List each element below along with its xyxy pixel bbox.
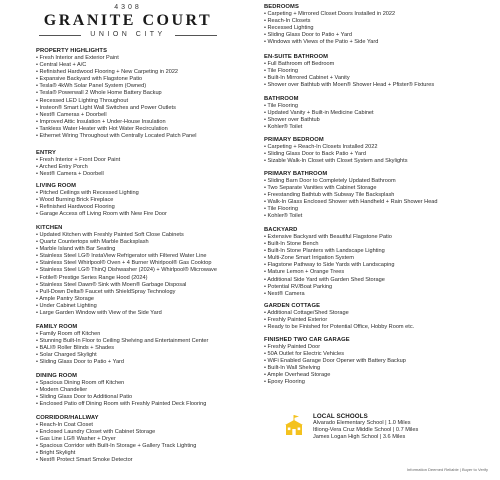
- list-item: • Updated Kitchen with Freshly Painted Soft Close Cabinets: [36, 232, 184, 238]
- section-title: KITCHEN: [36, 225, 63, 231]
- section-primary-bedroom: [264, 137, 500, 165]
- list-item: • Tile Flooring: [264, 103, 298, 109]
- list-item: • Additional Cottage/Shed Storage: [264, 310, 349, 316]
- section-title: PRIMARY BEDROOM: [264, 137, 324, 143]
- list-item: • Mature Lemon + Orange Trees: [264, 269, 345, 276]
- list-item: • Multi-Zone Smart Irrigation System: [264, 255, 354, 262]
- list-item: • Spacious Dining Room off Kitchen: [36, 380, 125, 386]
- section-title: CORRIDOR/HALLWAY: [36, 415, 99, 421]
- list-item: • Flagstone Pathway to Side Yards with Landscaping: [264, 262, 395, 269]
- list-item: • Tesla® 4kWh Solar Panel System (Owned): [36, 83, 147, 90]
- property-name: GRANITE COURT: [43, 12, 213, 29]
- section-entry: [36, 150, 258, 178]
- divider-right: [175, 35, 217, 36]
- list-item: • Pitched Ceilings with Recessed Lighting: [36, 190, 139, 196]
- section-bedrooms: [264, 4, 500, 46]
- list-item: • Sliding Glass Door to Patio + Yard: [36, 359, 125, 366]
- disclaimer: Information Deemed Reliable | Buyer to Verify: [406, 467, 488, 472]
- list-item: • Sizable Walk-In Closet with Closet System and Skylights: [264, 158, 408, 165]
- section-title: PRIMARY BATHROOM: [264, 171, 328, 177]
- section-title: DINING ROOM: [36, 373, 78, 379]
- list-item: • Nest® Protect Smart Smoke Detector: [36, 457, 133, 464]
- school-item: Alvarado Elementary School | 1.0 Miles: [313, 420, 411, 426]
- list-item: • Large Garden Window with View of the Side Yard: [36, 310, 162, 317]
- list-item: • Fresh Interior + Front Door Paint: [36, 157, 121, 163]
- list-item: • Two Separate Vanities with Cabinet Storage: [264, 185, 377, 192]
- divider-left: [39, 35, 81, 36]
- section-primary-bathroom: [264, 171, 500, 221]
- list-item: • Improved Attic Insulation + Under-House Insulation: [36, 118, 166, 125]
- section-en-suite-bathroom: [264, 54, 500, 89]
- list-item: • Tile Flooring: [264, 206, 298, 213]
- list-item: • Under Cabinet Lighting: [36, 302, 97, 309]
- section-title: EN-SUITE BATHROOM: [264, 54, 329, 60]
- list-item: • Stainless Steel LG® ThinQ Dishwasher (2024) + Whirlpool® Microwave: [36, 267, 217, 274]
- property-logo: [33, 4, 223, 39]
- list-item: • WiFi Enabled Garage Door Opener with Battery Backup: [264, 358, 406, 365]
- list-item: • Freshly Painted Door: [264, 344, 321, 350]
- list-item: • Stainless Steel Whirlpool® Oven + 4 Burner Whirlpool® Gas Cooktop: [36, 260, 212, 267]
- section-title: BACKYARD: [264, 227, 298, 233]
- school-building-icon: [282, 414, 306, 436]
- list-item: • Tile Flooring: [264, 68, 298, 75]
- list-item: • Expansive Backyard with Flagstone Patio: [36, 76, 143, 83]
- section-kitchen: [36, 225, 258, 317]
- list-item: • Central Heat + A/C: [36, 62, 87, 69]
- list-item: • Tesla® Powerwall 2 Whole Home Battery Backup: [36, 90, 162, 97]
- list-item: • Ethernet Wiring Throughout with Centrally Located Patch Panel: [36, 133, 197, 140]
- list-item: • Built-In Mirrored Cabinet + Vanity: [264, 75, 350, 82]
- section-title: FINISHED TWO CAR GARAGE: [264, 337, 350, 343]
- list-item: • Extensive Backyard with Beautiful Flagstone Patio: [264, 234, 392, 240]
- school-item: James Logan High School | 3.6 Miles: [313, 434, 406, 441]
- section-finished-two-car-garage: [264, 337, 500, 387]
- list-item: • Sliding Barn Door to Completely Updated Bathroom: [264, 178, 396, 184]
- list-item: • Recessed Lighting: [264, 25, 314, 32]
- list-item: • Additional Side Yard with Garden Shed Storage: [264, 276, 385, 283]
- list-item: • Refinished Hardwood Flooring + New Carpeting in 2022: [36, 69, 179, 76]
- list-item: • Spacious Corridor with Built-In Storage + Gallery Track Lighting: [36, 443, 197, 450]
- list-item: • Gas Line LG® Washer + Dryer: [36, 436, 116, 443]
- local-schools: [313, 413, 418, 441]
- list-item: • Stainless Steel Dawn® Sink with Moen® Garbage Disposal: [36, 281, 187, 288]
- list-item: • Stainless Steel LG® InstaView Refrigerator with Filtered Water Line: [36, 253, 207, 260]
- section-bathroom: [264, 96, 500, 131]
- list-item: • Refinished Hardwood Flooring: [36, 204, 115, 211]
- list-item: • Wood Burning Brick Fireplace: [36, 197, 114, 204]
- list-item: • Walk-In Glass Enclosed Shower with Handheld + Rain Shower Head: [264, 199, 438, 206]
- list-item: • Full Bathroom off Bedroom: [264, 61, 335, 67]
- list-item: • 50A Outlet for Electric Vehicles: [264, 351, 344, 358]
- section-dining-room: [36, 373, 258, 408]
- section-family-room: [36, 324, 258, 366]
- list-item: • Enclosed Patio off Dining Room with Freshly Painted Deck Flooring: [36, 401, 207, 408]
- section-property-highlights: [36, 48, 258, 140]
- list-item: • Epoxy Flooring: [264, 379, 305, 386]
- list-item: • Marble Island with Bar Seating: [36, 246, 116, 253]
- list-item: • Reach-In Coat Closet: [36, 422, 93, 428]
- list-item: • Freestanding Bathtub with Subway Tile Backsplash: [264, 192, 395, 199]
- list-item: • Kohler® Toilet: [264, 124, 303, 131]
- list-item: • Fresh Interior and Exterior Paint: [36, 55, 119, 61]
- list-item: • Built-In Stone Bench: [264, 241, 319, 248]
- section-title: ENTRY: [36, 150, 56, 156]
- schools-title: LOCAL SCHOOLS: [313, 413, 368, 420]
- list-item: • Nest® Cameras + Doorbell: [36, 111, 107, 118]
- section-living-room: [36, 183, 258, 218]
- list-item: • Stunning Built-In Floor to Ceiling Shelving and Entertainment Center: [36, 338, 209, 345]
- list-item: • Recessed LED Lighting Throughout: [36, 97, 129, 104]
- list-item: • Modern Chandelier: [36, 387, 88, 394]
- list-item: • Built-In Wall Shelving: [264, 365, 321, 372]
- list-item: • Tankless Water Heater with Hot Water Recirculation: [36, 125, 168, 132]
- list-item: • BALI® Roller Blinds + Shades: [36, 345, 115, 352]
- section-corridor-hallway: [36, 415, 258, 465]
- list-item: • Ample Pantry Storage: [36, 295, 94, 302]
- list-item: • Nest® Camera + Doorbell: [36, 171, 104, 178]
- section-title: PROPERTY HIGHLIGHTS: [36, 48, 108, 54]
- street-number: 4308: [114, 4, 142, 11]
- section-backyard: [264, 227, 500, 298]
- list-item: • Sliding Glass Door to Back Patio + Yard: [264, 151, 367, 158]
- city-row: [33, 31, 223, 39]
- city-name: UNION CITY: [90, 31, 166, 38]
- list-item: • Shower over Bathtub with Moen® Shower Head + Pfister® Fixtures: [264, 82, 435, 89]
- list-item: • Nest® Camera: [264, 290, 305, 297]
- list-item: • Carpeting + Mirrored Closet Doors Installed in 2022: [264, 11, 396, 17]
- list-item: • Family Room off Kitchen: [36, 331, 101, 337]
- list-item: • Solar Charged Skylight: [36, 352, 97, 359]
- list-item: • Updated Vanity + Built-in Medicine Cabinet: [264, 110, 374, 117]
- school-item: Itliong-Vera Cruz Middle School | 0.7 Miles: [313, 427, 419, 434]
- list-item: • Insteon® Smart Light Wall Switches and Power Outlets: [36, 104, 176, 111]
- list-item: • Ample Overhead Storage: [264, 372, 331, 379]
- list-item: • Quartz Countertops with Marble Backsplash: [36, 239, 149, 246]
- list-item: • Sliding Glass Door to Patio + Yard: [264, 32, 353, 39]
- list-item: • Garage Access off Living Room with New Fire Door: [36, 211, 167, 218]
- list-item: • Shower over Bathtub: [264, 117, 320, 124]
- section-title: GARDEN COTTAGE: [264, 303, 321, 309]
- list-item: • Bright Skylight: [36, 450, 76, 457]
- list-item: • Built-In Stone Planters with Landscape Lighting: [264, 248, 385, 255]
- list-item: • Kohler® Toilet: [264, 213, 303, 220]
- section-title: BEDROOMS: [264, 4, 299, 10]
- list-item: • Arched Entry Porch: [36, 164, 88, 171]
- section-title: FAMILY ROOM: [36, 324, 78, 330]
- list-item: • Enclosed Laundry Closet with Cabinet Storage: [36, 429, 156, 436]
- list-item: • Potential RV/Boat Parking: [264, 283, 333, 290]
- list-item: • Pull-Down Delta® Faucet with ShieldSpray Technology: [36, 288, 176, 295]
- list-item: • Windows with Views of the Patio + Side Yard: [264, 39, 379, 46]
- list-item: • Freshly Painted Exterior: [264, 317, 328, 324]
- list-item: • Ready to be Finished for Potential Office, Hobby Room etc.: [264, 324, 415, 331]
- list-item: • Sliding Glass Door to Additional Patio: [36, 394, 133, 401]
- section-garden-cottage: [264, 303, 500, 331]
- section-title: BATHROOM: [264, 96, 299, 102]
- list-item: • Carpeting + Reach-In Closets Installed 2022: [264, 144, 378, 150]
- list-item: • Reach-In Closets: [264, 18, 311, 25]
- section-title: LIVING ROOM: [36, 183, 77, 189]
- list-item: • Fotile® Prestige Series Range Hood (2024): [36, 274, 148, 281]
